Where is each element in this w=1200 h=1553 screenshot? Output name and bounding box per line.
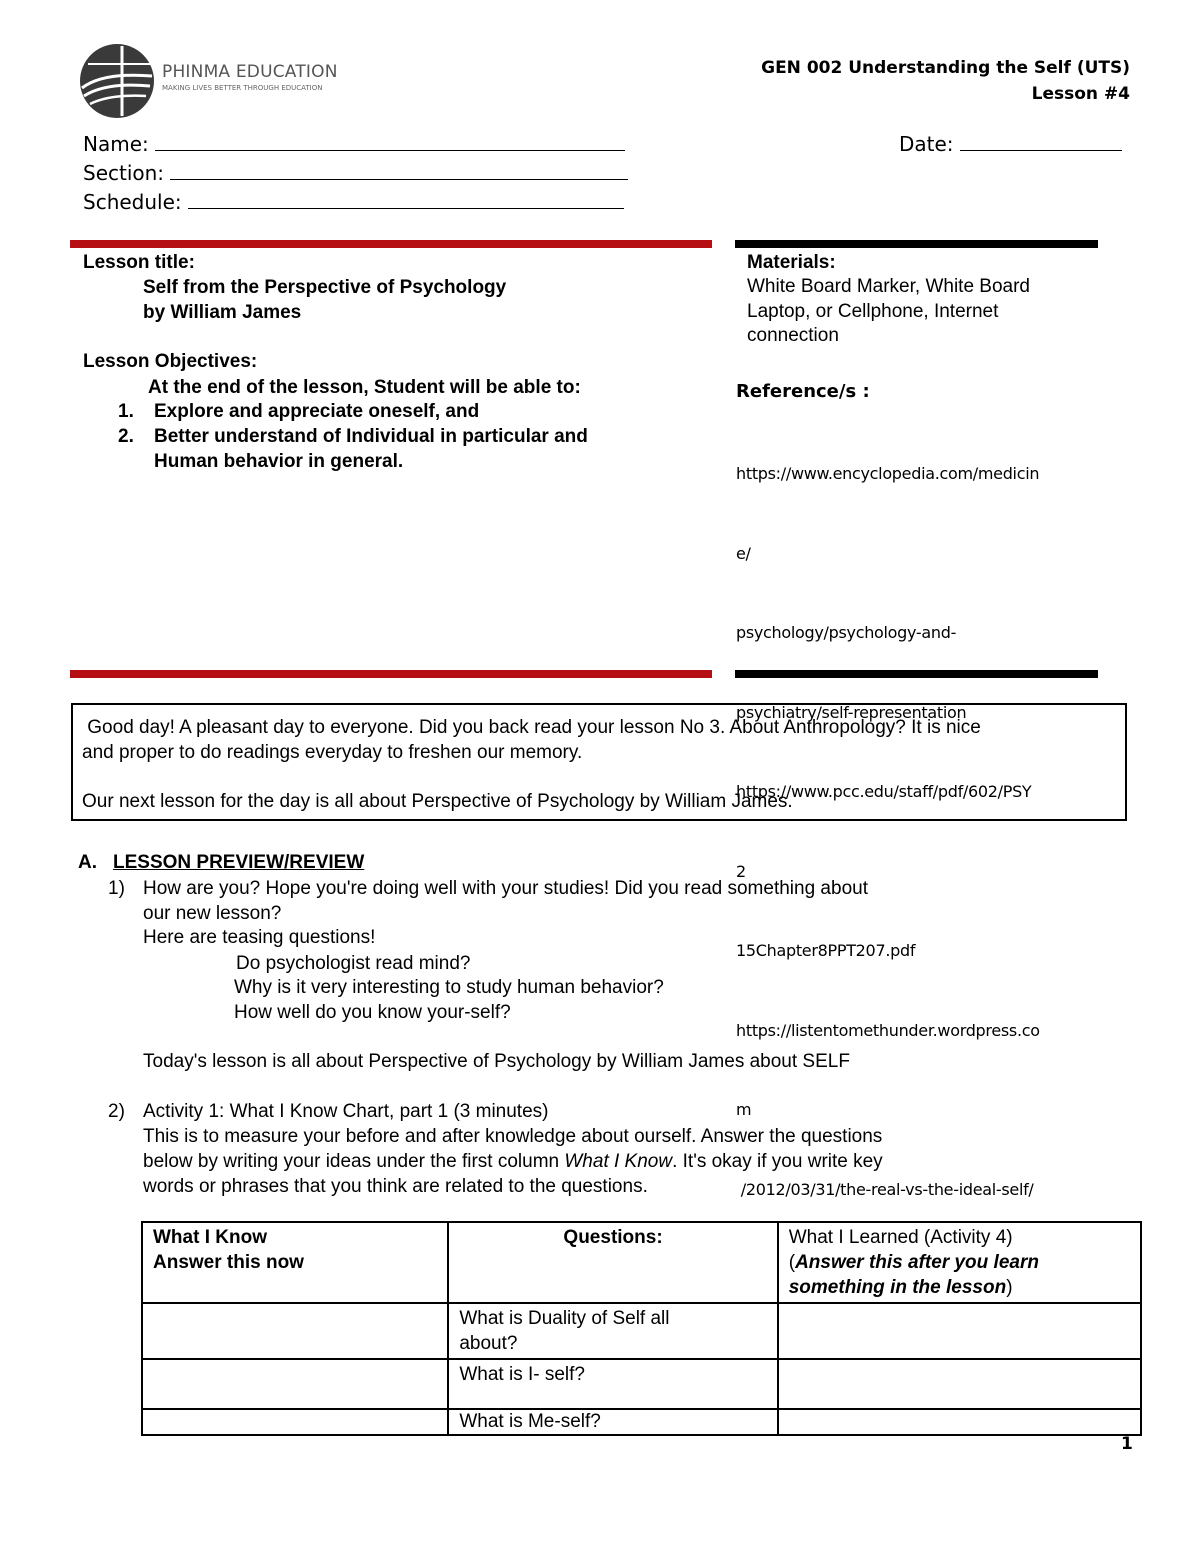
course-title: GEN 002 Understanding the Self (UTS) — [761, 58, 1130, 78]
reference-line[interactable]: https://www.pcc.edu/staff/pdf/602/PSY — [736, 782, 1032, 801]
objectives-intro: At the end of the lesson, Student will be able to: — [148, 377, 581, 398]
reference-line[interactable]: psychology/psychology-and- — [736, 623, 957, 642]
reference-label: Reference/s : — [736, 381, 870, 402]
reference-line[interactable]: /2012/03/31/the-real-vs-the-ideal-self/ — [736, 1179, 1034, 1199]
red-rule-bottom — [70, 670, 712, 678]
globe-logo-icon — [78, 42, 156, 120]
lesson-number: Lesson #4 — [1031, 84, 1130, 104]
item1-number: 1) — [108, 878, 125, 899]
table-row — [142, 1359, 1141, 1409]
what-i-know-cell[interactable] — [142, 1303, 448, 1359]
section-field[interactable] — [83, 161, 628, 185]
col3-header-line1: What I Learned (Activity 4) — [788, 1227, 1013, 1248]
what-i-know-cell[interactable] — [142, 1359, 448, 1409]
question-cell: What is Me-self? — [448, 1409, 777, 1435]
what-i-learned-cell[interactable] — [778, 1303, 1141, 1359]
item2-number: 2) — [108, 1101, 125, 1122]
reference-line[interactable]: psychiatry/self-representation — [736, 702, 967, 722]
name-label: Name: — [83, 132, 149, 156]
col1-header-line1: What I Know — [153, 1227, 267, 1248]
table-row — [142, 1303, 1141, 1359]
question-cell: What is I- self? — [448, 1359, 777, 1409]
red-rule-top — [70, 240, 712, 248]
greeting-line2: and proper to do readings everyday to freshen our memory. — [82, 742, 583, 763]
date-label: Date: — [899, 132, 954, 156]
item2-line3-post: . It's okay if you write key — [672, 1151, 883, 1172]
date-field[interactable] — [899, 132, 1122, 156]
black-rule-top — [735, 240, 1098, 248]
col-what-i-learned-header — [778, 1222, 1141, 1303]
lesson-title-line2: by William James — [143, 302, 302, 323]
col3-open-paren: ( — [788, 1252, 796, 1273]
item1-line1: How are you? Hope you're doing well with your studies! Did you read something about — [143, 878, 868, 899]
objectives-label: Lesson Objectives: — [83, 351, 258, 372]
item2-line3 — [143, 1151, 883, 1173]
materials-label: Materials: — [747, 252, 836, 273]
lesson-title-label: Lesson title: — [83, 252, 195, 273]
objective-1-text: Explore and appreciate oneself, and — [154, 401, 480, 422]
col3-header-line3 — [789, 1275, 1130, 1300]
materials-line-3: connection — [747, 325, 839, 346]
item2-line3-pre: below by writing your ideas under the first column — [143, 1151, 565, 1172]
materials-line-2: Laptop, or Cellphone, Internet — [747, 301, 999, 322]
what-i-learned-cell[interactable] — [778, 1409, 1141, 1435]
greeting-line3: Our next lesson for the day is all about Perspective of Psychology by William James. — [82, 791, 793, 812]
col3-header-line2 — [789, 1250, 1130, 1275]
page-number: 1 — [1121, 1434, 1133, 1454]
col3-close-paren: ) — [1006, 1277, 1013, 1298]
question-cell: What is Duality of Self all about? — [448, 1303, 777, 1359]
materials-line-1: White Board Marker, White Board — [747, 276, 1030, 297]
col3-header-em1: Answer this after you learn — [795, 1252, 1039, 1273]
logo-name: PHINMA EDUCATION — [162, 62, 338, 82]
schedule-field[interactable] — [83, 190, 624, 214]
name-field[interactable] — [83, 132, 625, 156]
col-what-i-know-header — [142, 1222, 448, 1303]
reference-line[interactable]: 15Chapter8PPT207.pdf — [736, 941, 916, 960]
teasing-question-1: Do psychologist read mind? — [236, 953, 471, 974]
objective-1-num: 1. — [118, 401, 134, 422]
section-a-title: LESSON PREVIEW/REVIEW — [113, 852, 365, 873]
reference-line[interactable]: e/ — [736, 543, 751, 563]
reference-line[interactable]: https://listentomethunder.wordpress.co — [736, 1020, 1040, 1040]
reference-line[interactable]: 2 — [736, 861, 746, 881]
what-i-learned-cell[interactable] — [778, 1359, 1141, 1409]
teasing-question-2: Why is it very interesting to study human behavior? — [234, 977, 664, 998]
item2-line4: words or phrases that you think are related to the questions. — [143, 1176, 648, 1197]
what-i-know-chart — [141, 1221, 1142, 1436]
lesson-title-line1: Self from the Perspective of Psychology — [143, 277, 507, 298]
col3-header-em2: something in the lesson — [788, 1277, 1007, 1298]
item1-line2: our new lesson? — [143, 903, 282, 924]
item2-line1: Activity 1: What I Know Chart, part 1 (3 minutes) — [143, 1101, 549, 1122]
col1-header-line2: Answer this now — [153, 1252, 304, 1273]
objective-2-text: Better understand of Individual in particular and — [154, 426, 588, 447]
logo-tagline: MAKING LIVES BETTER THROUGH EDUCATION — [162, 84, 323, 92]
reference-line[interactable]: m — [736, 1100, 752, 1119]
what-i-know-cell[interactable] — [142, 1409, 448, 1435]
table-header-row — [142, 1222, 1141, 1303]
section-a-letter: A. — [78, 852, 97, 873]
greeting-line1: Good day! A pleasant day to everyone. Did you back read your lesson No 3. About Anthropology? It is nice — [82, 717, 981, 738]
phinma-logo — [78, 42, 338, 122]
item1-closing: Today's lesson is all about Perspective of Psychology by William James about SELF — [143, 1051, 850, 1072]
schedule-label: Schedule: — [83, 190, 182, 214]
item2-line2: This is to measure your before and after knowledge about ourself. Answer the questions — [143, 1126, 883, 1147]
col2-header: Questions: — [563, 1227, 663, 1248]
item2-line3-em: What I Know — [564, 1151, 673, 1172]
objective-2-num: 2. — [118, 426, 134, 447]
item1-line3: Here are teasing questions! — [143, 927, 376, 948]
col-questions-header — [448, 1222, 777, 1303]
reference-line[interactable]: https://www.encyclopedia.com/medicin — [736, 464, 1040, 483]
objective-2-text-line2: Human behavior in general. — [154, 451, 404, 472]
table-row — [142, 1409, 1141, 1435]
section-label: Section: — [83, 161, 165, 185]
teasing-question-3: How well do you know your-self? — [234, 1002, 511, 1023]
